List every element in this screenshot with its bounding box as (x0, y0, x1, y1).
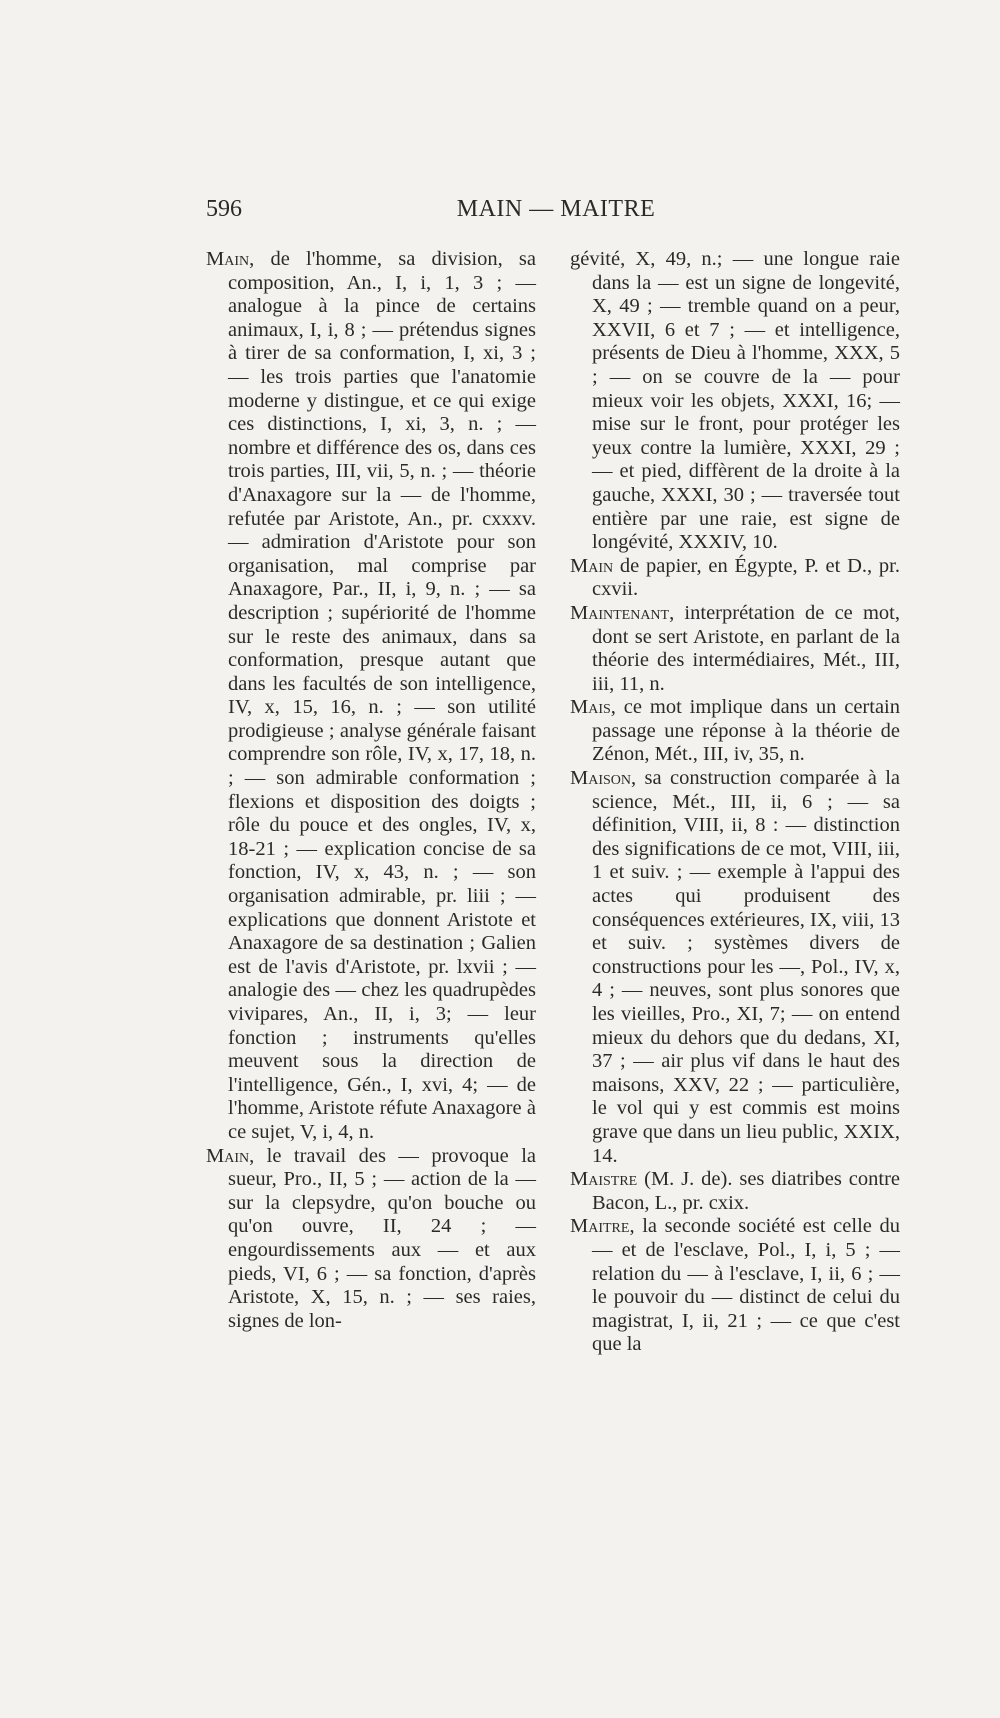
index-entry (570, 602, 900, 696)
index-entry (570, 1168, 900, 1215)
index-entry (570, 696, 900, 767)
page-number: 596 (206, 196, 242, 222)
entry-headword: Maintenant (570, 601, 670, 624)
entry-text: , de l'homme, sa division, sa composition, An., I, i, 1, 3 ; — analogue à la pince de certains animaux, I, i, 8 ; — prétendus signes à tirer de sa conformation, I, xi, 3 ; — les trois parties que l'anatomie moderne y distingue, et ce qui exige ces distinctions, I, xi, 3, n. ; — nombre et différence des os, dans ces trois parties, III, vii, 5, n. ; — théorie d'Anaxagore sur la — de l'homme, refutée par Aristote, An., pr. cxxxv. — admiration d'Aristote pour son organisation, mal comprise par Anaxagore, Par., II, i, 9, n. ; — sa description ; supériorité de l'homme sur le reste des animaux, dans sa conformation, presque autant que dans les facultés de son intelligence, IV, x, 15, 16, n. ; — son utilité prodigieuse ; analyse générale faisant comprendre son rôle, IV, x, 17, 18, n. ; — son admirable conformation ; flexions et disposition des doigts ; rôle du pouce et des ongles, IV, x, 18-21 ; — explication concise de sa fonction, IV, x, 43, n. ; — son organisation admirable, pr. liii ; — explications que donnent Aristote et Anaxagore de sa destination ; Galien est de l'avis d'Aristote, pr. lxvii ; — analogie des — chez les quadrupèdes vivipares, An., II, i, 3; — leur fonction ; instruments qu'elles meuvent sous la direction de l'intelligence, Gén., I, xvi, 4; — de l'homme, Aristote réfute Anaxagore à ce sujet, V, i, 4, n. (228, 248, 536, 1143)
entry-headword: Maitre (570, 1215, 630, 1238)
index-entry (206, 248, 536, 1145)
left-column (206, 248, 536, 1333)
entry-text: de papier, en Égypte, P. et D., pr. cxvii. (592, 554, 900, 601)
entry-text: , sa construction comparée à la science, Mét., III, ii, 6 ; — sa définition, VIII, ii, 8 : — distinction des significations de ce mot, VIII, iii, 1 et suiv. ; — exemple à l'appui des actes qui produisent des conséquences extérieures, IX, viii, 13 et suiv. ; systèmes divers de constructions pour les —, Pol., IV, x, 4 ; — neuves, sont plus sonores que les vieilles, Pro., XI, 7; — on entend mieux du dehors que du dedans, XI, 37 ; — air plus vif dans le haut des maisons, XXV, 22 ; — particulière, le vol qui y est commis est moins grave que dans un lieu public, XXIX, 14. (592, 767, 900, 1167)
index-entry (570, 1215, 900, 1357)
entry-headword: Main (206, 1144, 250, 1167)
index-entry (206, 1145, 536, 1334)
index-entry (570, 767, 900, 1168)
right-column (570, 248, 900, 1357)
entry-headword: Main (570, 554, 614, 577)
entry-text: , ce mot implique dans un certain passage une réponse à la théorie de Zénon, Mét., III, iv, 35, n. (592, 696, 900, 766)
entry-text: (M. J. de). ses diatribes contre Bacon, L., pr. cxix. (592, 1168, 900, 1214)
entry-headword: Maison (570, 767, 632, 790)
entry-text: , interprétation de ce mot, dont se sert Aristote, en parlant de la théorie des intermédiaires, Mét., III, iii, 11, n. (592, 601, 900, 695)
page-header (206, 196, 906, 230)
entry-headword: Main (206, 248, 250, 270)
running-head: MAIN — MAITRE (456, 196, 656, 222)
entry-text: , le travail des — provoque la sueur, Pro., II, 5 ; — action de la — sur la clepsydre, qu'on bouche ou qu'on ouvre, II, 24 ; — engourdissements aux — et aux pieds, VI, 6 ; — sa fonction, d'après Aristote, X, 15, n. ; — ses raies, signes de lon- (228, 1144, 536, 1332)
entry-text: gévité, X, 49, n.; — une longue raie dans la — est un signe de longevité, X, 49 ; — tremble quand on a peur, XXVII, 6 et 7 ; — et intelligence, présents de Dieu à l'homme, XXX, 5 ; — on se couvre de la — pour mieux voir les objets, XXXI, 16; — mise sur le front, pour protéger les yeux contre la lumière, XXXI, 29 ; — et pied, diffèrent de la droite à la gauche, XXXI, 30 ; — traversée tout entière par une raie, est signe de longévité, XXXIV, 10. (570, 248, 900, 554)
entry-text: , la seconde société est celle du — et de l'esclave, Pol., I, i, 5 ; — relation du — à l'esclave, I, ii, 6 ; — le pouvoir du — distinct de celui du magistrat, I, ii, 21 ; — ce que c'est que la (592, 1215, 900, 1356)
index-entry-continued (570, 248, 900, 555)
index-entry (570, 555, 900, 602)
entry-headword: Maistre (570, 1168, 638, 1191)
entry-headword: Mais (570, 696, 611, 719)
